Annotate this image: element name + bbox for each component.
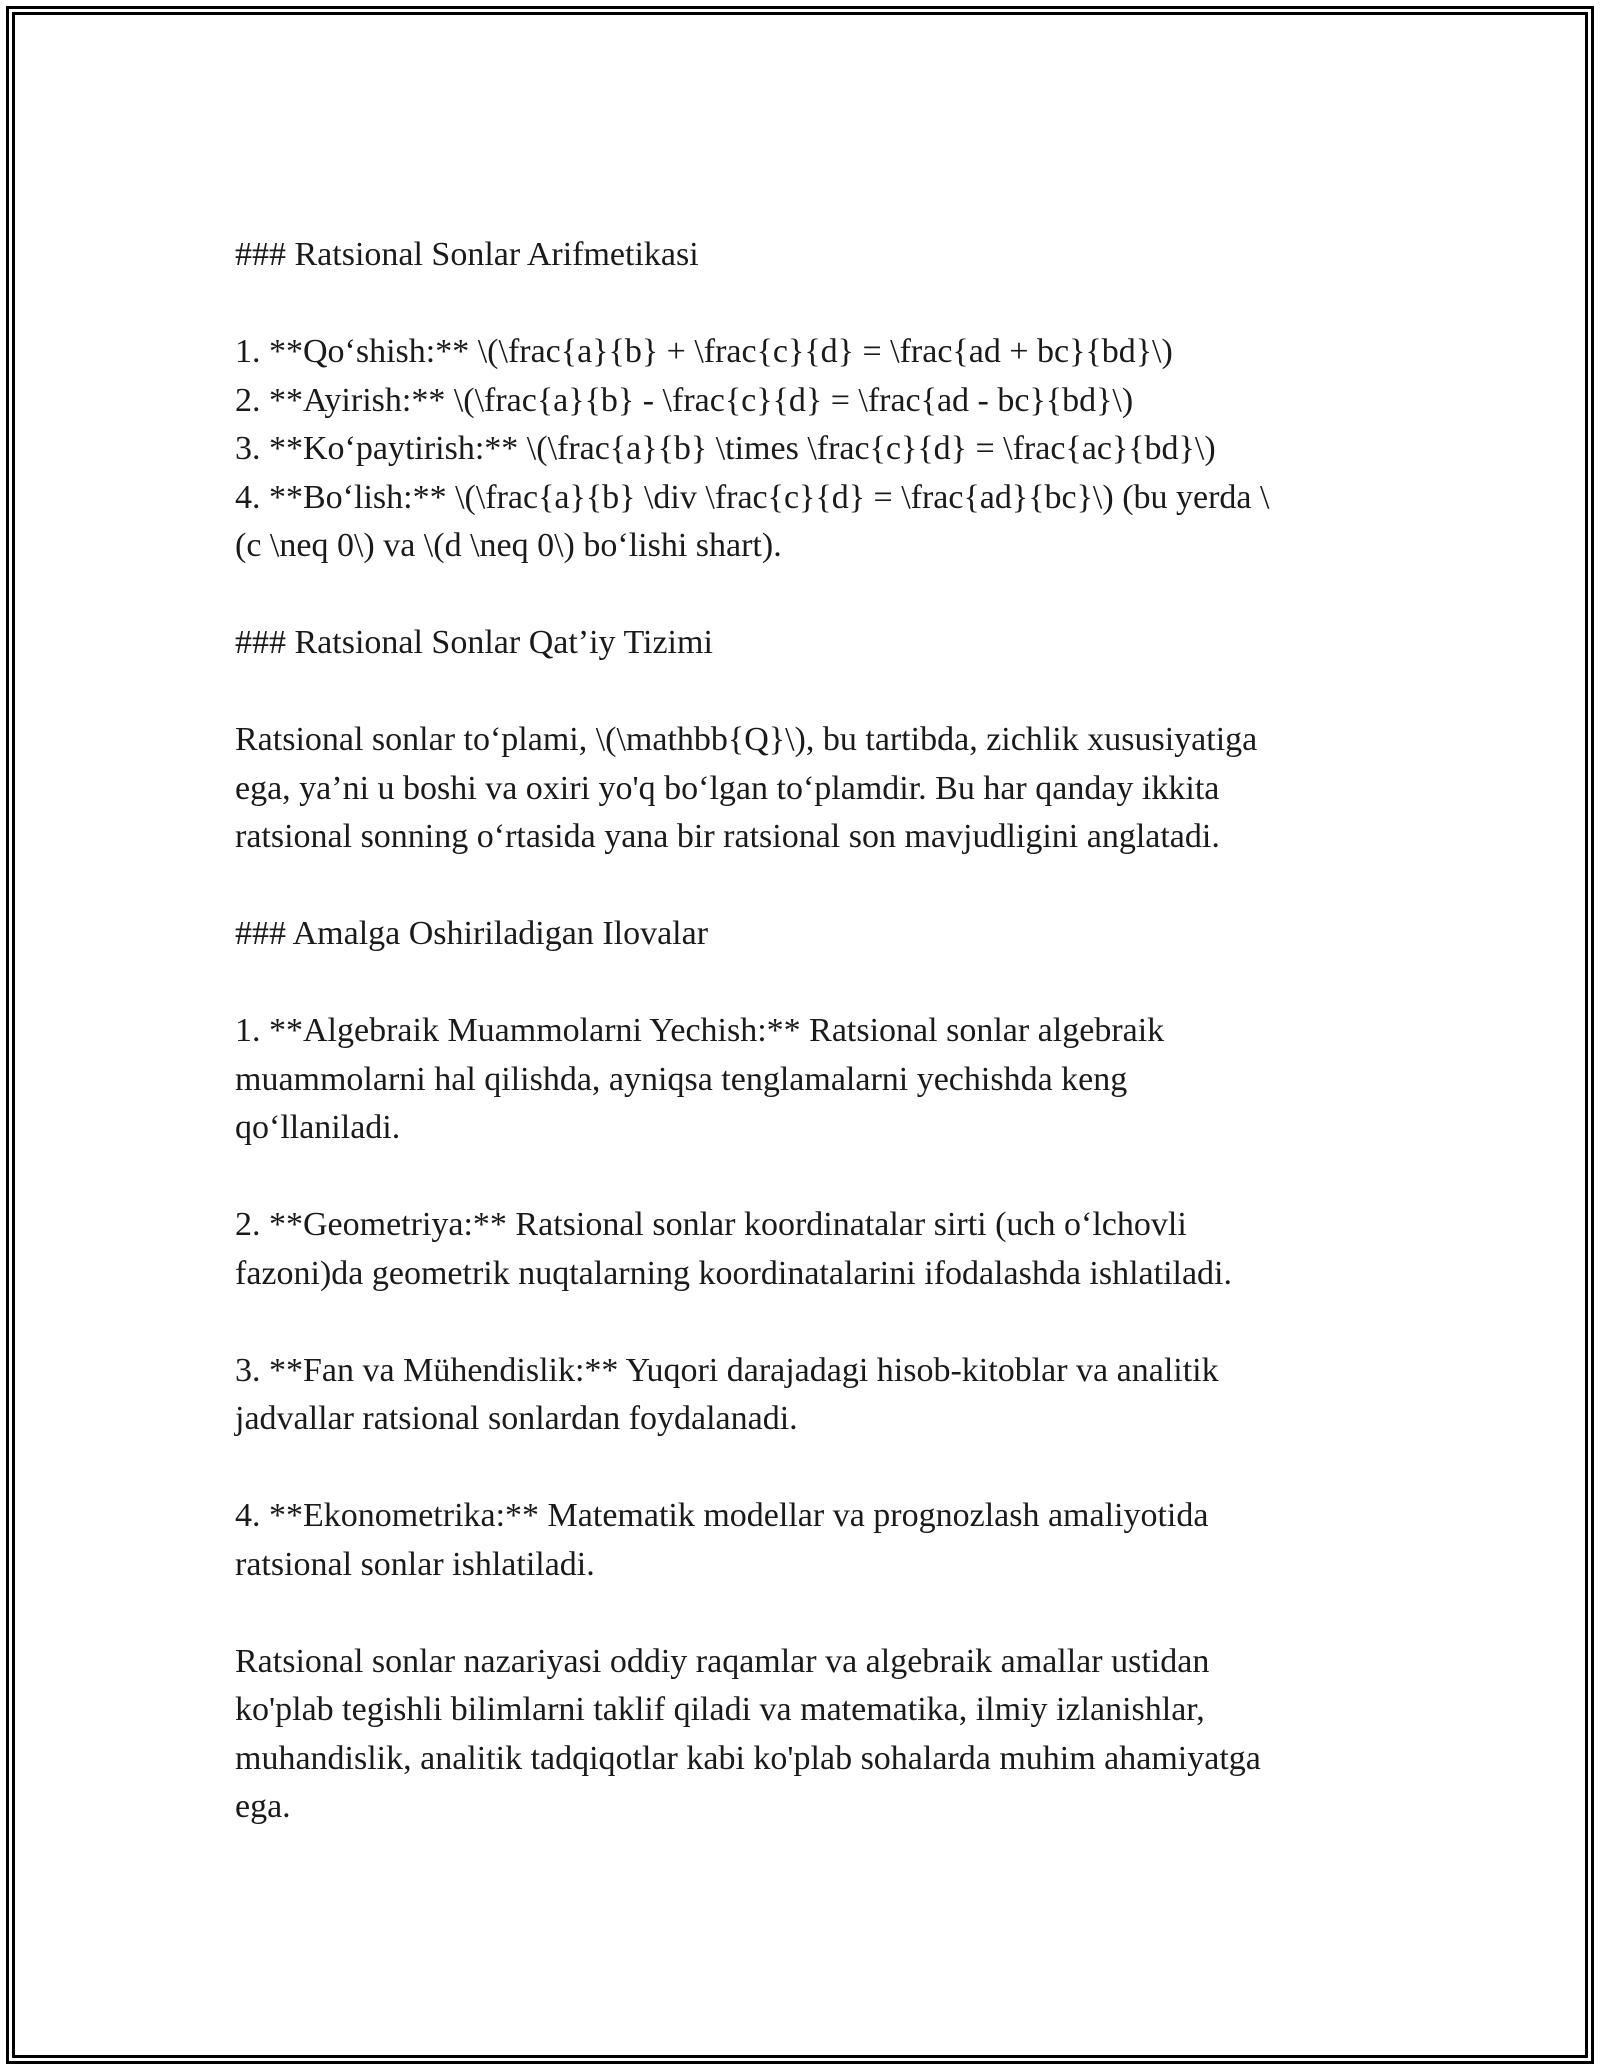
paragraph-closing bbox=[235, 1638, 1365, 1832]
document-body bbox=[235, 231, 1365, 1832]
spacer bbox=[235, 1444, 1365, 1493]
spacer bbox=[235, 668, 1365, 717]
list-item-addition: 1. **Qo‘shish:** \(\frac{a}{b} + \frac{c}{d} = \frac{ad + bc}{bd}\) bbox=[235, 333, 1173, 370]
paragraph-line: ratsional sonning o‘rtasida yana bir ratsional son mavjudligini anglatadi. bbox=[235, 818, 1220, 855]
paragraph-line: muhandislik, analitik tadqiqotlar kabi ko'plab sohalarda muhim ahamiyatga bbox=[235, 1739, 1261, 1777]
paragraph-line: jadvallar ratsional sonlardan foydalanadi. bbox=[235, 1400, 798, 1437]
paragraph-line: fazoni)da geometrik nuqtalarning koordinatalarini ifodalashda ishlatiladi. bbox=[235, 1254, 1233, 1292]
paragraph-line: 2. **Geometriya:** Ratsional sonlar koordinatalar sirti (uch o‘lchovli bbox=[235, 1206, 1187, 1243]
spacer bbox=[235, 862, 1365, 911]
list-item-division: 4. **Bo‘lish:** \(\frac{a}{b} \div \frac{c}{d} = \frac{ad}{bc}\) (bu yerda \ bbox=[235, 478, 1270, 516]
paragraph-line: ega, ya’ni u boshi va oxiri yo'q bo‘lgan to‘plamdir. Bu har qanday ikkita bbox=[235, 769, 1220, 807]
spacer bbox=[235, 1153, 1365, 1202]
paragraph-line: Ratsional sonlar to‘plami, \(\mathbb{Q}\), bu tartibda, zichlik xususiyatiga bbox=[235, 721, 1258, 758]
paragraph-line: qo‘llaniladi. bbox=[235, 1109, 401, 1146]
spacer bbox=[235, 959, 1365, 1008]
list-item-geometry bbox=[235, 1201, 1365, 1298]
paragraph-line: 3. **Fan va Mühendislik:** Yuqori darajadagi hisob-kitoblar va analitik bbox=[235, 1351, 1219, 1389]
list-item-algebra bbox=[235, 1007, 1365, 1153]
arithmetic-list bbox=[235, 328, 1365, 571]
spacer bbox=[235, 280, 1365, 329]
paragraph-line: Ratsional sonlar nazariyasi oddiy raqamlar va algebraik amallar ustidan bbox=[235, 1642, 1210, 1680]
spacer bbox=[235, 571, 1365, 620]
list-item-division-cont: (c \neq 0\) va \(d \neq 0\) bo‘lishi shart). bbox=[235, 527, 782, 564]
list-item-engineering bbox=[235, 1347, 1365, 1444]
list-item-econometrics bbox=[235, 1492, 1365, 1589]
section-heading-order: ### Ratsional Sonlar Qat’iy Tizimi bbox=[235, 624, 713, 661]
paragraph-line: ratsional sonlar ishlatiladi. bbox=[235, 1545, 595, 1583]
list-item-multiplication: 3. **Ko‘paytirish:** \(\frac{a}{b} \times \frac{c}{d} = \frac{ac}{bd}\) bbox=[235, 430, 1216, 467]
spacer bbox=[235, 1589, 1365, 1638]
list-item-subtraction: 2. **Ayirish:** \(\frac{a}{b} - \frac{c}{d} = \frac{ad - bc}{bd}\) bbox=[235, 381, 1134, 419]
section-heading-applications: ### Amalga Oshiriladigan Ilovalar bbox=[235, 915, 709, 952]
paragraph-line: 1. **Algebraik Muammolarni Yechish:** Ratsional sonlar algebraik bbox=[235, 1012, 1165, 1049]
section-heading-arithmetic: ### Ratsional Sonlar Arifmetikasi bbox=[235, 236, 699, 273]
paragraph-line: ega. bbox=[235, 1788, 291, 1825]
paragraph-line: 4. **Ekonometrika:** Matematik modellar va prognozlash amaliyotida bbox=[235, 1497, 1209, 1534]
paragraph-line: muammolarni hal qilishda, ayniqsa tenglamalarni yechishda keng bbox=[235, 1060, 1128, 1098]
paragraph-line: ko'plab tegishli bilimlarni taklif qiladi va matematika, ilmiy izlanishlar, bbox=[235, 1691, 1205, 1728]
paragraph-order bbox=[235, 716, 1365, 862]
spacer bbox=[235, 1298, 1365, 1347]
